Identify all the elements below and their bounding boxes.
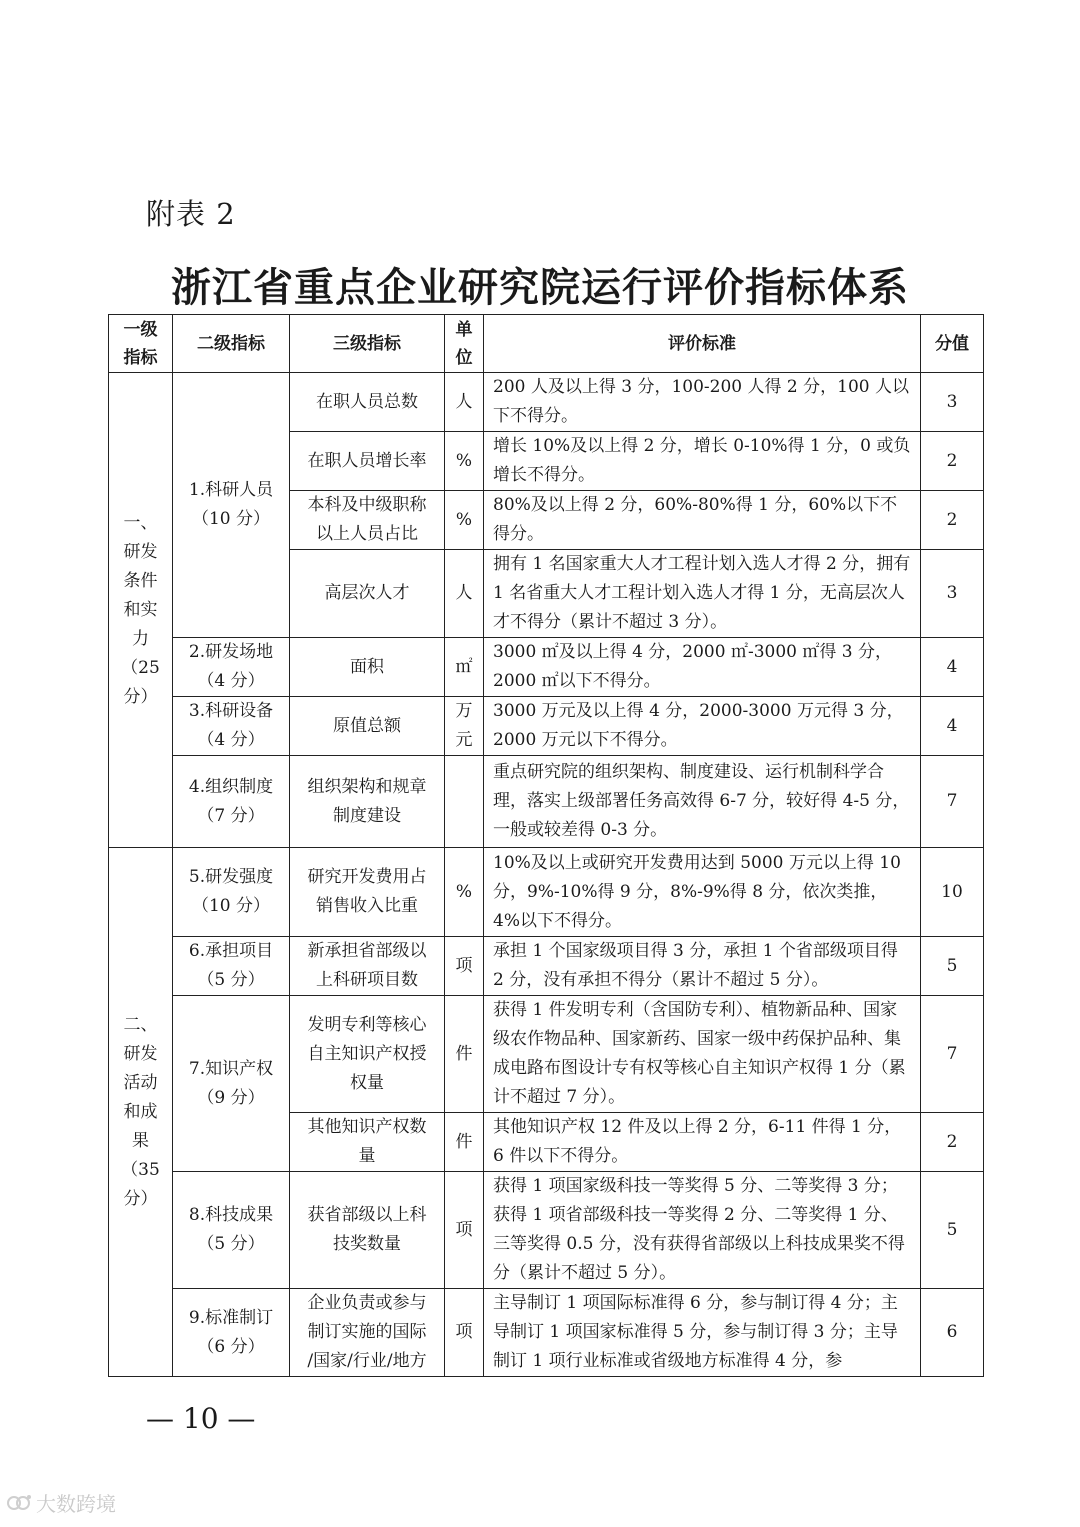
unit-cell: %	[445, 432, 484, 491]
criteria-cell: 重点研究院的组织架构、制度建设、运行机制科学合理，落实上级部署任务高效得 6-7 分，较好得 4-5 分，一般或较差得 0-3 分。	[484, 756, 921, 848]
criteria-cell: 获得 1 项国家级科技一等奖得 5 分、二等奖得 3 分；获得 1 项省部级科技一等奖得 2 分、二等奖得 1 分、三等奖得 0.5 分，没有获得省部级以上科技成果奖不得分（累计不超过 5 分）。	[484, 1172, 921, 1289]
level3-indicator: 本科及中级职称 以上人员占比	[290, 491, 445, 550]
level2-item-2: 2.研发场地 （4 分）	[173, 638, 290, 697]
header-criteria: 评价标准	[484, 315, 921, 373]
criteria-cell: 3000 ㎡及以上得 4 分，2000 ㎡-3000 ㎡得 3 分，2000 ㎡以下不得分。	[484, 638, 921, 697]
criteria-cell: 其他知识产权 12 件及以上得 2 分，6-11 件得 1 分，6 件以下不得分。	[484, 1113, 921, 1172]
score-cell: 5	[921, 937, 984, 996]
level2-item-5: 5.研发强度 （10 分）	[173, 848, 290, 937]
level3-indicator: 高层次人才	[290, 550, 445, 638]
score-cell: 4	[921, 697, 984, 756]
criteria-cell: 200 人及以上得 3 分，100-200 人得 2 分，100 人以下不得分。	[484, 373, 921, 432]
table-row	[109, 848, 984, 937]
table-row	[109, 1172, 984, 1289]
criteria-cell: 3000 万元及以上得 4 分，2000-3000 万元得 3 分，2000 万元以下不得分。	[484, 697, 921, 756]
level3-indicator: 原值总额	[290, 697, 445, 756]
unit-cell: %	[445, 848, 484, 937]
level3-indicator: 其他知识产权数 量	[290, 1113, 445, 1172]
score-cell: 2	[921, 432, 984, 491]
level3-indicator: 获省部级以上科 技奖数量	[290, 1172, 445, 1289]
unit-cell: 项	[445, 1289, 484, 1377]
table-row	[109, 756, 984, 848]
header-unit: 单 位	[445, 315, 484, 373]
level1-group-2: 二、 研发 活动 和成 果 （35 分）	[109, 848, 173, 1377]
level1-group-1: 一、 研发 条件 和实 力 （25 分）	[109, 373, 173, 848]
level3-indicator: 研究开发费用占 销售收入比重	[290, 848, 445, 937]
score-cell: 6	[921, 1289, 984, 1377]
document-title: 浙江省重点企业研究院运行评价指标体系	[171, 264, 909, 311]
level3-indicator: 企业负责或参与 制订实施的国际 /国家/行业/地方	[290, 1289, 445, 1377]
unit-cell: 人	[445, 373, 484, 432]
level2-item-8: 8.科技成果 （5 分）	[173, 1172, 290, 1289]
criteria-cell: 拥有 1 名国家重大人才工程计划入选人才得 2 分，拥有 1 名省重大人才工程计划入选人才得 1 分，无高层次人才不得分（累计不超过 3 分）。	[484, 550, 921, 638]
unit-cell: %	[445, 491, 484, 550]
criteria-cell: 增长 10%及以上得 2 分，增长 0-10%得 1 分，0 或负增长不得分。	[484, 432, 921, 491]
header-level1: 一级 指标	[109, 315, 173, 373]
level3-indicator: 组织架构和规章 制度建设	[290, 756, 445, 848]
score-cell: 10	[921, 848, 984, 937]
score-cell: 2	[921, 1113, 984, 1172]
level2-item-9: 9.标准制订 （6 分）	[173, 1289, 290, 1377]
score-cell: 7	[921, 996, 984, 1113]
page-number: — 10 —	[146, 1402, 256, 1435]
unit-cell	[445, 756, 484, 848]
criteria-cell: 承担 1 个国家级项目得 3 分，承担 1 个省部级项目得 2 分，没有承担不得分（累计不超过 5 分）。	[484, 937, 921, 996]
criteria-cell: 主导制订 1 项国际标准得 6 分，参与制订得 4 分；主导制订 1 项国家标准得 5 分，参与制订得 3 分；主导制订 1 项行业标准或省级地方标准得 4 分，参	[484, 1289, 921, 1377]
unit-cell: 万 元	[445, 697, 484, 756]
score-cell: 5	[921, 1172, 984, 1289]
level3-indicator: 新承担省部级以 上科研项目数	[290, 937, 445, 996]
criteria-cell: 10%及以上或研究开发费用达到 5000 万元以上得 10 分，9%-10%得 9 分，8%-9%得 8 分，依次类推，4%以下不得分。	[484, 848, 921, 937]
unit-cell: 件	[445, 996, 484, 1113]
table-row	[109, 996, 984, 1113]
unit-cell: 项	[445, 937, 484, 996]
criteria-cell: 80%及以上得 2 分，60%-80%得 1 分，60%以下不得分。	[484, 491, 921, 550]
level2-item-7: 7.知识产权 （9 分）	[173, 996, 290, 1172]
watermark	[6, 1488, 116, 1517]
table-row	[109, 638, 984, 697]
score-cell: 7	[921, 756, 984, 848]
level3-indicator: 面积	[290, 638, 445, 697]
header-score: 分值	[921, 315, 984, 373]
watermark-text: 大数跨境	[36, 1492, 116, 1516]
level2-item-1: 1.科研人员 （10 分）	[173, 373, 290, 638]
level2-item-3: 3.科研设备 （4 分）	[173, 697, 290, 756]
level3-indicator: 在职人员总数	[290, 373, 445, 432]
header-level2: 二级指标	[173, 315, 290, 373]
unit-cell: 项	[445, 1172, 484, 1289]
level3-indicator: 在职人员增长率	[290, 432, 445, 491]
unit-cell: 人	[445, 550, 484, 638]
score-cell: 3	[921, 550, 984, 638]
score-cell: 2	[921, 491, 984, 550]
criteria-cell: 获得 1 件发明专利（含国防专利）、植物新品种、国家级农作物品种、国家新药、国家一级中药保护品种、集成电路布图设计专有权等核心自主知识产权得 1 分（累计不超过 7 分）。	[484, 996, 921, 1113]
watermark-logo-icon	[6, 1492, 32, 1514]
level2-item-4: 4.组织制度 （7 分）	[173, 756, 290, 848]
table-header-row	[109, 315, 984, 373]
level2-item-6: 6.承担项目 （5 分）	[173, 937, 290, 996]
header-level3: 三级指标	[290, 315, 445, 373]
table-row	[109, 697, 984, 756]
table-row	[109, 1289, 984, 1377]
unit-cell: ㎡	[445, 638, 484, 697]
evaluation-table	[108, 314, 984, 1377]
score-cell: 4	[921, 638, 984, 697]
table-row	[109, 937, 984, 996]
table-row	[109, 373, 984, 432]
appendix-label: 附表 2	[146, 197, 236, 231]
unit-cell: 件	[445, 1113, 484, 1172]
level3-indicator: 发明专利等核心 自主知识产权授 权量	[290, 996, 445, 1113]
score-cell: 3	[921, 373, 984, 432]
